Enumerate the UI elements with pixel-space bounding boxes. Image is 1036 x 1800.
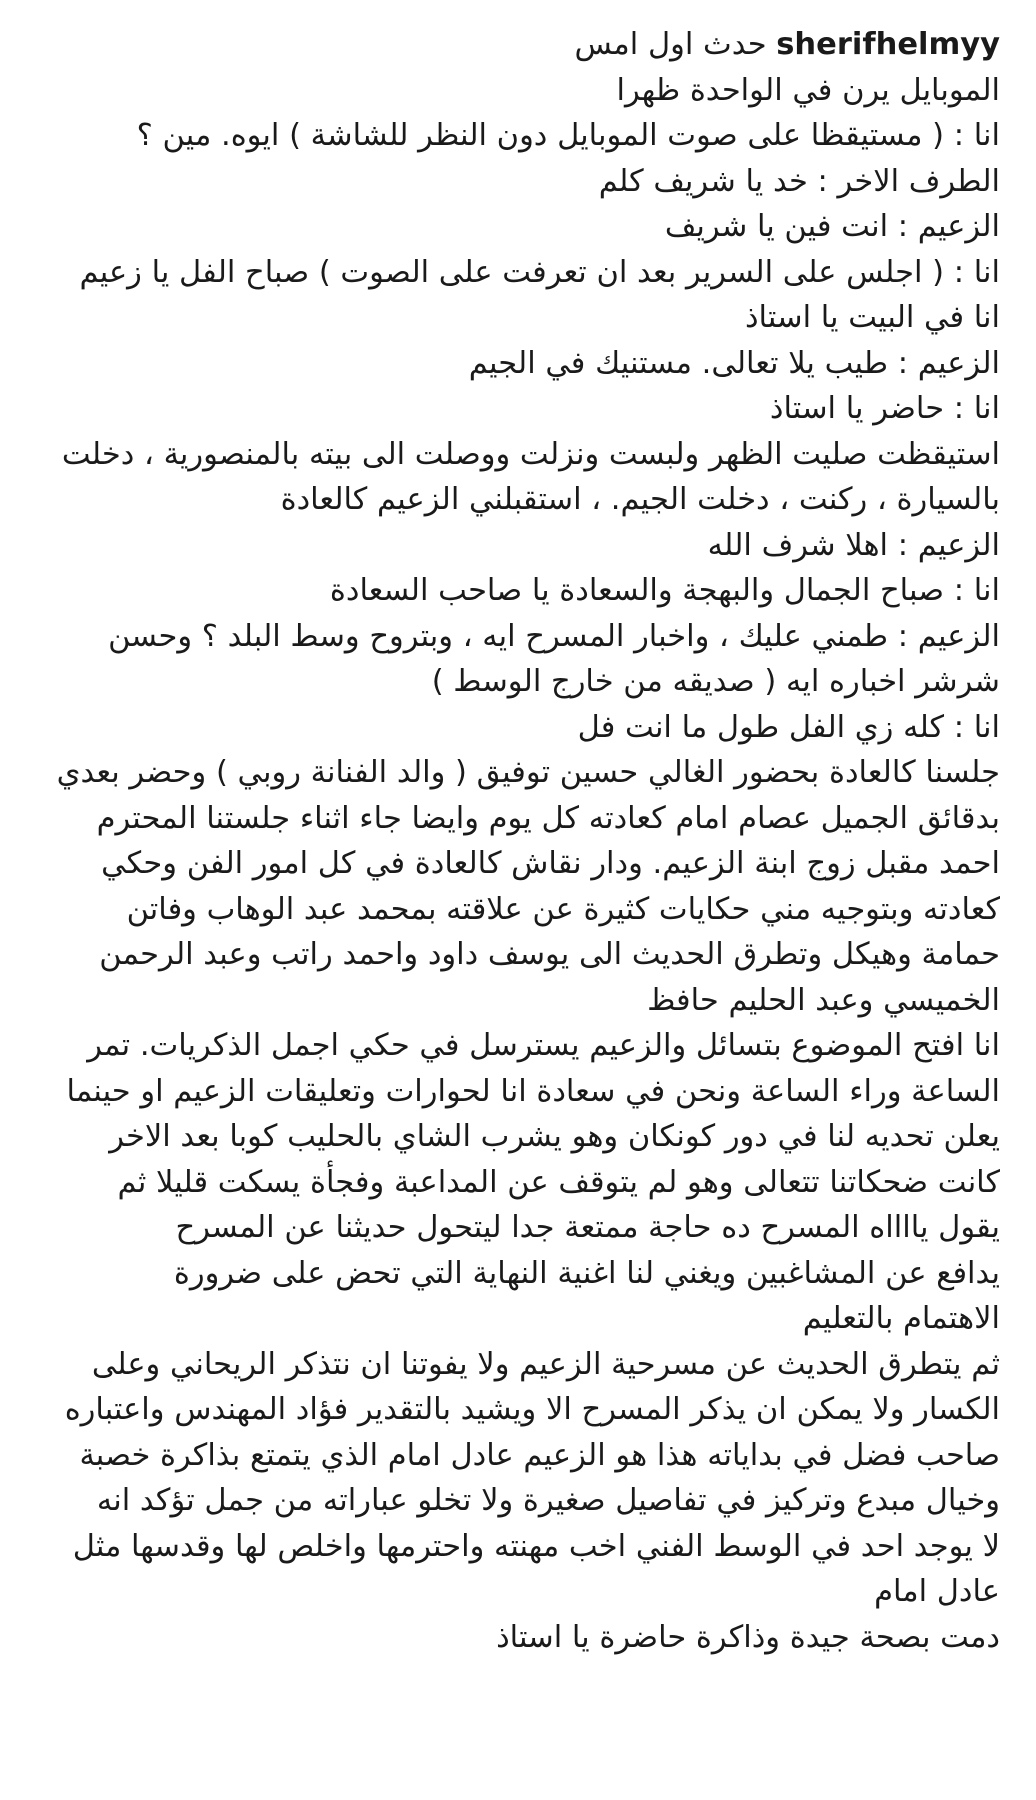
caption-line: الخميسي وعبد الحليم حافظ: [647, 982, 1000, 1018]
caption-line: انا : ( اجلس على السرير بعد ان تعرفت على الصوت ) صباح الفل يا زعيم: [79, 254, 1000, 290]
caption-first-line: [36, 22, 1000, 68]
caption-text: حدث اول امس: [574, 27, 767, 62]
caption-line: انا : كله زي الفل طول ما انت فل: [577, 709, 1000, 745]
caption-line: الساعة وراء الساعة ونحن في سعادة انا لحوارات وتعليقات الزعيم او حينما: [66, 1073, 1000, 1109]
caption-line: دمت بصحة جيدة وذاكرة حاضرة يا استاذ: [496, 1619, 1000, 1655]
caption-line: يعلن تحديه لنا في دور كونكان وهو يشرب الشاي بالحليب كوبا بعد الاخر: [109, 1119, 1000, 1154]
caption-line: الطرف الاخر : خد يا شريف كلم: [598, 163, 1000, 199]
caption-line: انا : ( مستيقظا على صوت الموبايل دون النظر للشاشة ) ايوه. مين ؟: [136, 118, 1000, 153]
caption-line: وخيال مبدع وتركيز في تفاصيل صغيرة ولا تخلو عباراته من جمل تؤكد انه: [96, 1483, 1000, 1518]
caption-line: حمامة وهيكل وتطرق الحديث الى يوسف داود واحمد راتب وعبد الرحمن: [99, 937, 1000, 972]
caption-line: الزعيم : اهلا شرف الله: [707, 527, 1000, 563]
caption-line: بدقائق الجميل عصام امام كعادته كل يوم وايضا جاء اثناء جلستنا المحترم: [96, 800, 1000, 836]
username[interactable]: sherifhelmyy: [776, 27, 1000, 62]
caption-line: يقول يااااه المسرح ده حاجة ممتعة جدا ليتحول حديثنا عن المسرح: [175, 1210, 1000, 1245]
caption-line: الزعيم : طيب يلا تعالى. مستنيك في الجيم: [468, 345, 1000, 381]
caption-line: الموبايل يرن في الواحدة ظهرا: [616, 72, 1000, 108]
caption-line: الزعيم : انت فين يا شريف: [664, 209, 1000, 244]
caption-line: لا يوجد احد في الوسط الفني اخب مهنته واحترمها واخلص لها وقدسها مثل: [72, 1528, 1000, 1564]
caption-line: انا : حاضر يا استاذ: [769, 391, 1000, 426]
caption-line: كانت ضحكاتنا تتعالى وهو لم يتوقف عن المداعبة وفجأة يسكت قليلا ثم: [117, 1164, 1000, 1200]
caption-line: ثم يتطرق الحديث عن مسرحية الزعيم ولا يفوتنا ان نتذكر الريحاني وعلى: [91, 1346, 1000, 1382]
caption-line: عادل امام: [874, 1574, 1000, 1609]
caption-line: استيقظت صليت الظهر ولبست ونزلت ووصلت الى بيته بالمنصورية ، دخلت: [61, 436, 1000, 472]
caption-line: صاحب فضل في بداياته هذا هو الزعيم عادل امام الذي يتمتع بذاكرة خصبة: [79, 1437, 1000, 1473]
caption-line: الاهتمام بالتعليم: [802, 1301, 1000, 1336]
caption-line: شرشر اخباره ايه ( صديقه من خارج الوسط ): [431, 664, 1000, 699]
caption-line: احمد مقبل زوج ابنة الزعيم. ودار نقاش كالعادة في كل امور الفن وحكي: [101, 846, 1000, 881]
caption-line: انا في البيت يا استاذ: [744, 300, 1000, 335]
caption-line: كعادته وبتوجيه مني حكايات كثيرة عن علاقته بمحمد عبد الوهاب وفاتن: [126, 891, 1000, 927]
caption-line: بالسيارة ، ركنت ، دخلت الجيم. ، استقبلني الزعيم كالعادة: [280, 482, 1000, 517]
caption-line: الزعيم : طمني عليك ، واخبار المسرح ايه ، وبتروح وسط البلد ؟ وحسن: [108, 618, 1000, 654]
caption-line: انا افتح الموضوع بتسائل والزعيم يسترسل في حكي اجمل الذكريات. تمر: [87, 1028, 1000, 1063]
caption-line: يدافع عن المشاغبين ويغني لنا اغنية النهاية التي تحض على ضرورة: [173, 1255, 1000, 1291]
caption-line: انا : صباح الجمال والبهجة والسعادة يا صاحب السعادة: [329, 573, 1000, 608]
caption-line: جلسنا كالعادة بحضور الغالي حسين توفيق ( والد الفنانة روبي ) وحضر بعدي: [56, 755, 1000, 790]
caption-line: الكسار ولا يمكن ان يذكر المسرح الا ويشيد بالتقدير فؤاد المهندس واعتباره: [64, 1392, 1000, 1427]
